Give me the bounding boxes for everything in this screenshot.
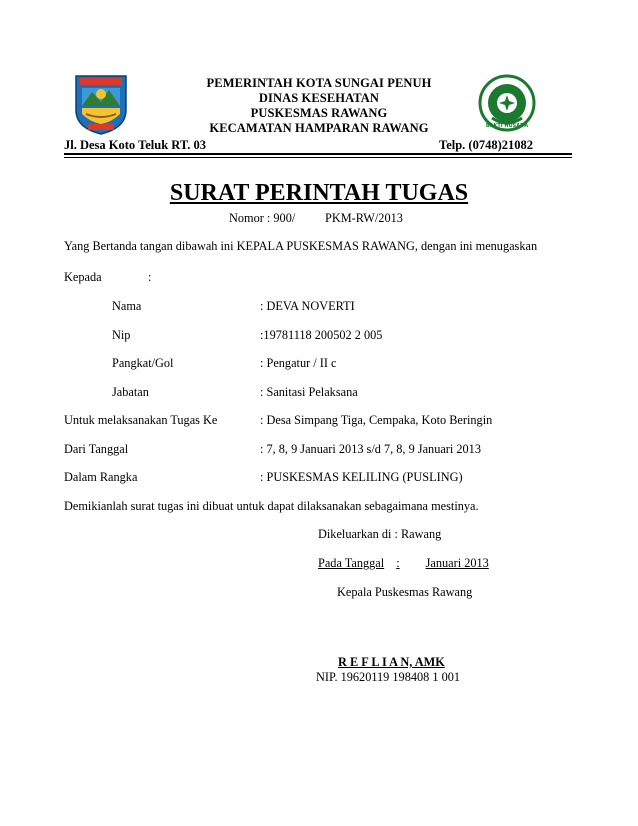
person-value: :19781118 200502 2 005 bbox=[260, 328, 383, 342]
detail-label: Untuk melaksanakan Tugas Ke bbox=[64, 413, 218, 427]
header-rule-thick bbox=[64, 153, 572, 155]
issued-at: Dikeluarkan di : Rawang bbox=[318, 527, 442, 541]
person-label: Nip bbox=[112, 328, 131, 342]
header-line-3: PUSKESMAS RAWANG bbox=[250, 106, 388, 120]
person-label: Pangkat/Gol bbox=[112, 356, 174, 370]
date-colon: : bbox=[396, 556, 400, 570]
header-address: Jl. Desa Koto Teluk RT. 03 bbox=[64, 138, 207, 152]
signature-date-line bbox=[318, 556, 489, 571]
logo-caption: BAKTI HUSADA bbox=[485, 123, 529, 129]
header-phone: Telp. (0748)21082 bbox=[439, 138, 533, 152]
person-value: : Pengatur / II c bbox=[260, 356, 337, 370]
document-title: SURAT PERINTAH TUGAS bbox=[169, 180, 469, 206]
signer-nip: NIP. 19620119 198408 1 001 bbox=[316, 670, 461, 684]
detail-value: : 7, 8, 9 Januari 2013 s/d 7, 8, 9 Januari 2013 bbox=[260, 442, 481, 456]
person-value: : Sanitasi Pelaksana bbox=[260, 385, 358, 399]
detail-value: : Desa Simpang Tiga, Cempaka, Koto Beringin bbox=[260, 413, 493, 427]
signer-name: R E F L I A N, AMK bbox=[338, 655, 445, 669]
header-line-4: KECAMATAN HAMPARAN RAWANG bbox=[209, 121, 429, 135]
nomor-label: Nomor : 900/ bbox=[229, 211, 296, 225]
date-value: Januari 2013 bbox=[425, 556, 489, 570]
opening-text: Yang Bertanda tangan dibawah ini KEPALA PUSKESMAS RAWANG, dengan ini menugaskan bbox=[64, 239, 538, 253]
header-line-1: PEMERINTAH KOTA SUNGAI PENUH bbox=[206, 76, 432, 90]
header-line-2: DINAS KESEHATAN bbox=[258, 91, 380, 105]
person-label: Jabatan bbox=[112, 385, 149, 399]
closing-text: Demikianlah surat tugas ini dibuat untuk dapat dilaksanakan sebagaimana mestinya. bbox=[64, 499, 479, 513]
date-label: Pada Tanggal bbox=[318, 556, 385, 570]
kepada-label: Kepada bbox=[64, 270, 102, 284]
person-value: : DEVA NOVERTI bbox=[260, 299, 355, 313]
detail-label: Dari Tanggal bbox=[64, 442, 129, 456]
signer-position: Kepala Puskesmas Rawang bbox=[337, 585, 473, 599]
detail-value: : PUSKESMAS KELILING (PUSLING) bbox=[260, 470, 463, 484]
person-label: Nama bbox=[112, 299, 142, 313]
detail-label: Dalam Rangka bbox=[64, 470, 138, 484]
kepada-colon: : bbox=[148, 270, 152, 284]
nomor-code: PKM-RW/2013 bbox=[325, 211, 403, 225]
header-rule-thin bbox=[64, 157, 572, 158]
